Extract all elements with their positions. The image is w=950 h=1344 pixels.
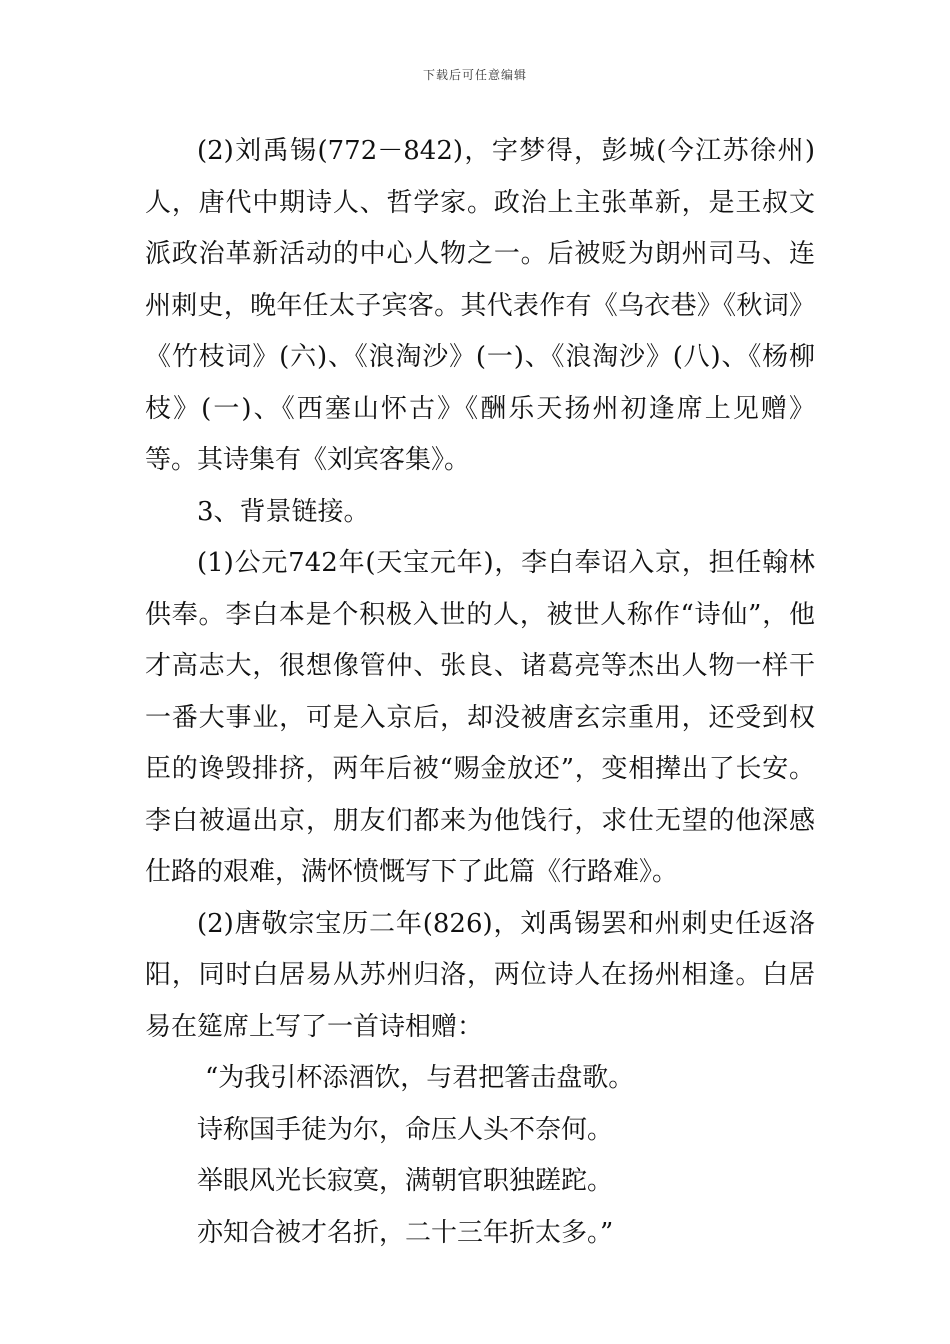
document-body: [145, 126, 815, 1259]
paragraph-li-bai-background: (1)公元742年(天宝元年)，李白奉诏入京，担任翰林供奉。李白本是个积极入世的人，被世人称作“诗仙”，他才高志大，很想像管仲、张良、诸葛亮等杰出人物一样干一番大事业，可是入京后，却没被唐玄宗重用，还受到权臣的谗毁排挤，两年后被“赐金放还”，变相撵出了长安。李白被逼出京，朋友们都来为他饯行，求仕无望的他深感仕路的艰难，满怀愤慨写下了此篇《行路难》。: [145, 548, 815, 887]
poem-line: 举眼风光长寂寞，满朝官职独蹉跎。: [197, 1166, 614, 1196]
header-note: 下载后可任意编辑: [422, 68, 527, 82]
poem-line: 诗称国手徒为尔，命压人头不奈何。: [197, 1114, 614, 1145]
paragraph-liu-yuxi-bio: (2)刘禹锡(772－842)，字梦得，彭城(今江苏徐州)人，唐代中期诗人、哲学家。政治上主张革新，是王叔文派政治革新活动的中心人物之一。后被贬为朗州司马、连州刺史，晚年任太子宾客。其代表作有《乌衣巷》《秋词》《竹枝词》(六)、《浪淘沙》(一)、《浪淘沙》(八)、《杨柳枝》(一)、《西塞山怀古》《酬乐天扬州初逢席上见赠》等。其诗集有《刘宾客集》。: [145, 136, 815, 475]
section-heading-background: 3、背景链接。: [197, 496, 370, 527]
paragraph-bai-juyi-background: (2)唐敬宗宝历二年(826)，刘禹锡罢和州刺史任返洛阳，同时白居易从苏州归洛，两位诗人在扬州相逢。白居易在筵席上写了一首诗相赠：: [145, 908, 815, 1042]
poem-line: 亦知合被才名折，二十三年折太多。”: [197, 1217, 614, 1248]
poem-line: “为我引杯添酒饮，与君把箸击盘歌。: [205, 1063, 635, 1093]
